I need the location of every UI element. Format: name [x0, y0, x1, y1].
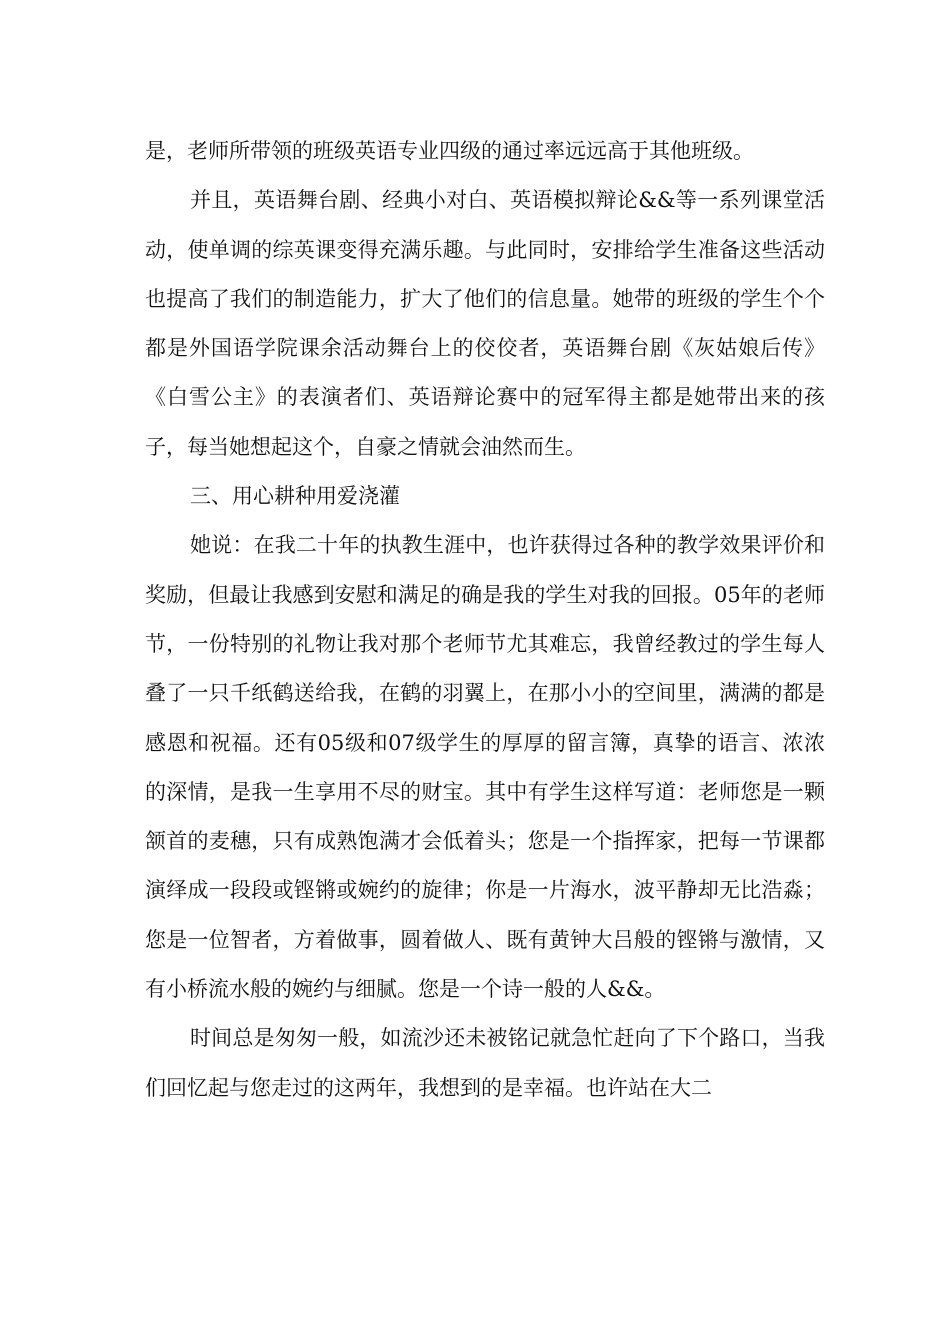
paragraph-teacher-quote: 她说：在我二十年的执教生涯中，也许获得过各种的教学效果评价和奖励，但最让我感到安慰和满足的确是我的学生对我的回报。05年的老师节，一份特别的礼物让我对那个老师节尤其难忘，我曾经教过的学生每人叠了一只千纸鹤送给我，在鹤的羽翼上，在那小小的空间里，满满的都是感恩和祝福。还有05级和07级学生的厚厚的留言簿，真挚的语言、浓浓的深情，是我一生享用不尽的财宝。其中有学生这样写道：老师您是一颗颔首的麦穗，只有成熟饱满才会低着头；您是一个指挥家，把每一节课都演绎成一段段或铿锵或婉约的旋律；你是一片海水，波平静却无比浩淼；您是一位智者，方着做事，圆着做人、既有黄钟大吕般的铿锵与激情，又有小桥流水般的婉约与细腻。您是一个诗一般的人&&。: [145, 533, 825, 1002]
paragraph-continuation: 是，老师所带领的班级英语专业四级的通过率远远高于其他班级。: [145, 139, 754, 163]
paragraph-reflection: 时间总是匆匆一般，如流沙还未被铭记就急忙赶向了下个路口，当我们回忆起与您走过的这两年，我想到的是幸福。也许站在大二: [145, 1026, 825, 1100]
paragraph-classroom-activities: 并且，英语舞台剧、经典小对白、英语模拟辩论&&等一系列课堂活动，使单调的综英课变得充满乐趣。与此同时，安排给学生准备这些活动也提高了我们的制造能力，扩大了他们的信息量。她带的班级的学生个个都是外国语学院课余活动舞台上的佼佼者，英语舞台剧《灰姑娘后传》《白雪公主》的表演者们、英语辩论赛中的冠军得主都是她带出来的孩子，每当她想起这个，自豪之情就会油然而生。: [145, 188, 825, 459]
section-heading: 三、用心耕种用爱浇灌: [190, 484, 400, 509]
document-body: [145, 127, 825, 1113]
